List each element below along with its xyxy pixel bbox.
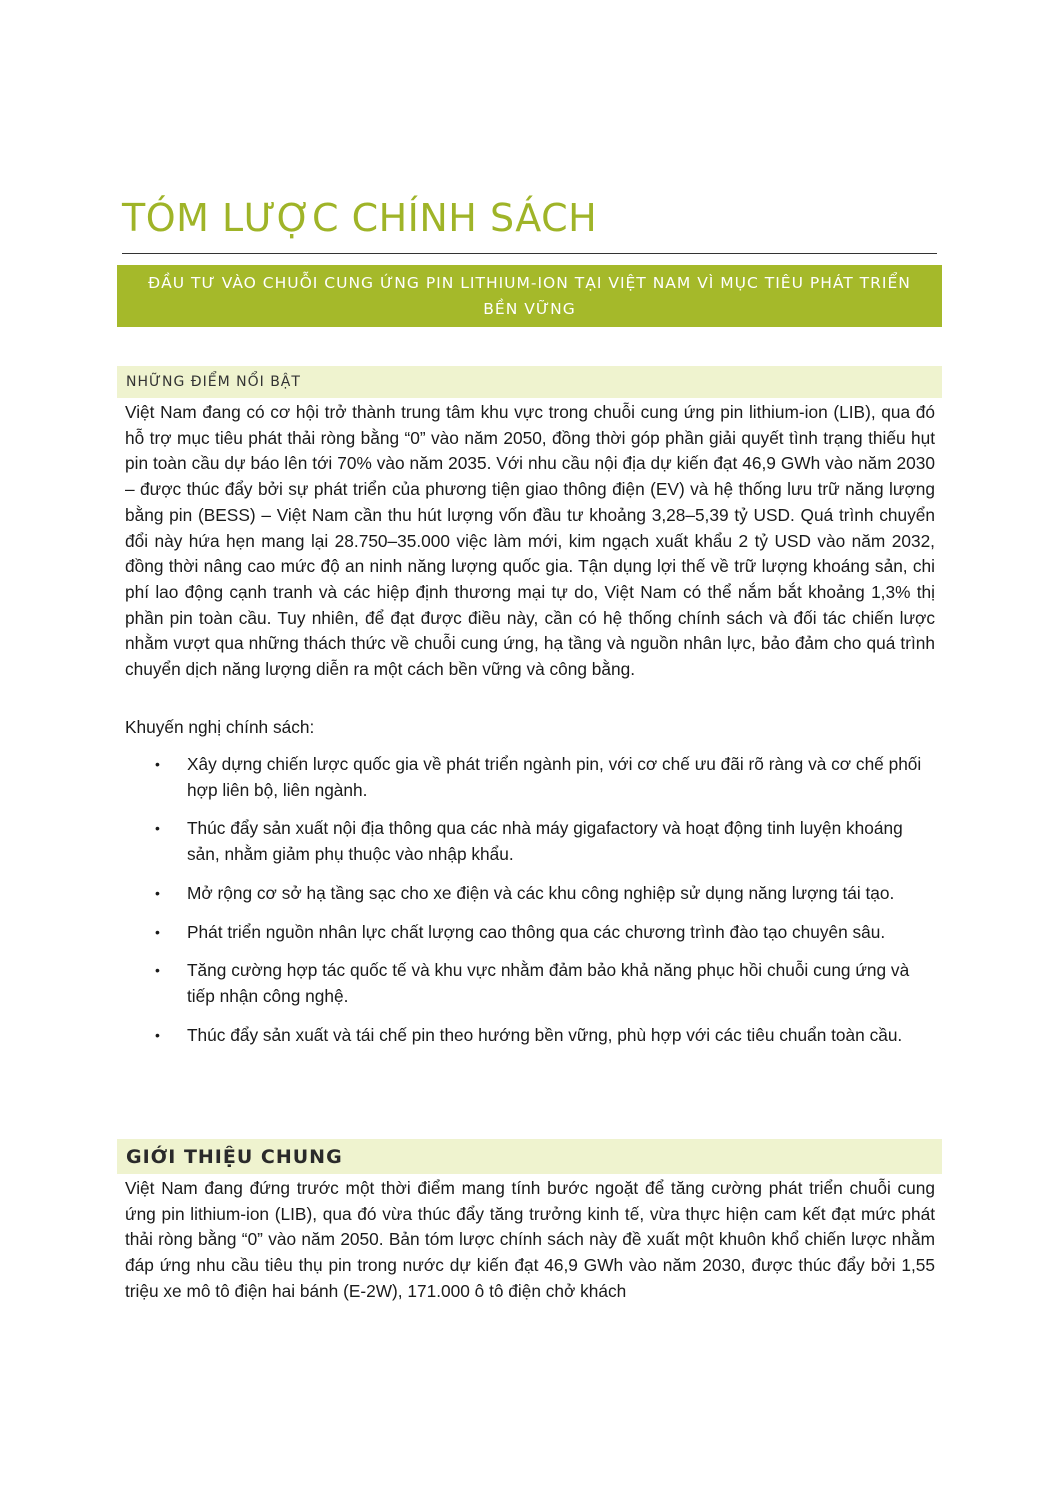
list-item xyxy=(125,920,935,946)
introduction-heading-band xyxy=(117,1139,942,1174)
bullet-icon: • xyxy=(155,962,160,979)
recommendation-text: Thúc đẩy sản xuất và tái chế pin theo hướng bền vững, phù hợp với các tiêu chuẩn toàn cầu. xyxy=(187,1024,903,1045)
page-title: TÓM LƯỢC CHÍNH SÁCH xyxy=(122,196,598,240)
bullet-icon: • xyxy=(155,1026,160,1043)
highlights-heading: NHỮNG ĐIỂM NỔI BẬT xyxy=(126,374,301,390)
recommendation-text: Xây dựng chiến lược quốc gia về phát triển ngành pin, với cơ chế ưu đãi rõ ràng và cơ chế phối hợp liên bộ, liên ngành. xyxy=(187,754,922,800)
list-item xyxy=(125,816,935,867)
highlights-heading-band xyxy=(117,366,942,398)
title-divider xyxy=(122,253,937,254)
subtitle-banner xyxy=(117,265,942,327)
recommendations-list xyxy=(125,752,935,1061)
highlights-paragraph: Việt Nam đang có cơ hội trở thành trung tâm khu vực trong chuỗi cung ứng pin lithium-ion (LIB), qua đó hỗ trợ mục tiêu phát thải ròng bằng “0” vào năm 2050, đồng thời góp phần giải quyết tình trạng thiếu hụt pin toàn cầu dự báo lên tới 70% vào năm 2035. Với nhu cầu nội địa dự kiến đạt 46,9 GWh vào năm 2030 – được thúc đẩy bởi sự phát triển của phương tiện giao thông điện (EV) và hệ thống lưu trữ năng lượng bằng pin (BESS) – Việt Nam cần thu hút lượng vốn đầu tư khoảng 3,28–5,39 tỷ USD. Quá trình chuyển đổi này hứa hẹn mang lại 28.750–35.000 việc làm mới, kim ngạch xuất khẩu 2 tỷ USD vào năm 2032, đồng thời nâng cao mức độ an ninh năng lượng quốc gia. Tận dụng lợi thế về trữ lượng khoáng sản, chi phí lao động cạnh tranh và các hiệp định thương mại tự do, Việt Nam có thể nắm bắt khoảng 1,3% thị phần pin toàn cầu. Tuy nhiên, để đạt được điều này, cần có hệ thống chính sách và đối tác chiến lược nhằm vượt qua những thách thức về chuỗi cung ứng, hạ tầng và nguồn nhân lực, bảo đảm cho quá trình chuyển dịch năng lượng diễn ra một cách bền vững và công bằng. xyxy=(125,402,935,680)
list-item xyxy=(125,752,935,803)
bullet-icon: • xyxy=(155,820,160,837)
bullet-icon: • xyxy=(155,756,160,772)
recommendation-text: Thúc đẩy sản xuất nội địa thông qua các nhà máy gigafactory và hoạt động tinh luyện khoáng sản, nhằm giảm phụ thuộc vào nhập khẩu. xyxy=(187,818,903,865)
recommendations-label: Khuyến nghị chính sách: xyxy=(125,717,315,737)
list-item xyxy=(125,881,935,907)
recommendation-text: Mở rộng cơ sở hạ tầng sạc cho xe điện và các khu công nghiệp sử dụng năng lượng tái tạo. xyxy=(187,882,895,903)
recommendation-text: Tăng cường hợp tác quốc tế và khu vực nhằm đảm bảo khả năng phục hồi chuỗi cung ứng và tiếp nhận công nghệ. xyxy=(187,960,910,1006)
introduction-paragraph: Việt Nam đang đứng trước một thời điểm mang tính bước ngoặt để tăng cường phát triển chuỗi cung ứng pin lithium-ion (LIB), qua đó vừa thúc đẩy tăng trưởng kinh tế, vừa thực hiện cam kết đạt mức phát thải ròng bằng “0” vào năm 2050. Bản tóm lược chính sách này đề xuất một khuôn khổ chiến lược nhằm đáp ứng nhu cầu tiêu thụ pin trong nước dự kiến đạt 46,9 GWh vào năm 2030, được thúc đẩy bởi 1,55 triệu xe mô tô điện hai bánh (E-2W), 171.000 ô tô điện chở khách xyxy=(125,1178,935,1301)
list-item xyxy=(125,958,935,1009)
list-item xyxy=(125,1023,935,1049)
bullet-icon: • xyxy=(155,884,160,901)
subtitle-text: ĐẦU TƯ VÀO CHUỖI CUNG ỨNG PIN LITHIUM-ION TẠI VIỆT NAM VÌ MỤC TIÊU PHÁT TRIỂN BỀN VỮNG xyxy=(148,274,911,318)
recommendation-text: Phát triển nguồn nhân lực chất lượng cao thông qua các chương trình đào tạo chuyên sâu. xyxy=(187,921,886,942)
bullet-icon: • xyxy=(155,923,160,940)
introduction-heading: GIỚI THIỆU CHUNG xyxy=(126,1145,343,1168)
